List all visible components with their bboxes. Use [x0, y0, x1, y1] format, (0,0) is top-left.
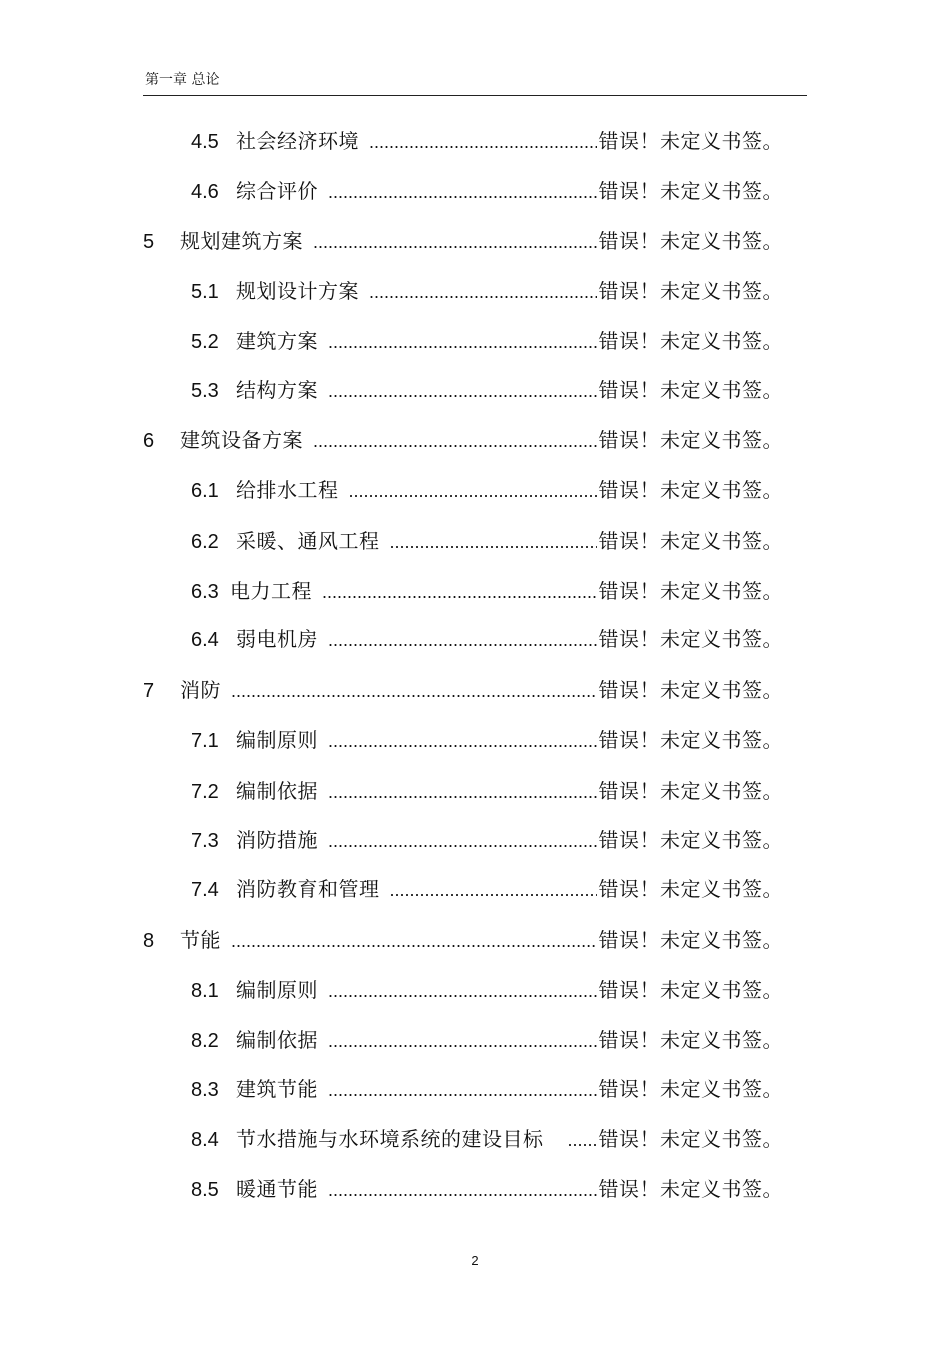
- toc-entry-title: 节能: [180, 928, 221, 952]
- toc-entry-title: 建筑方案: [236, 329, 318, 353]
- toc-entry-number: 8.5: [191, 1179, 219, 1201]
- toc-entry-number: 7.4: [191, 879, 219, 901]
- toc-dot-leader: [390, 875, 597, 905]
- toc-entry-number: 7.1: [191, 730, 219, 752]
- toc-entry-number: 6.3: [191, 581, 219, 603]
- toc-dot-leader: [328, 777, 597, 807]
- toc-dot-leader: [328, 177, 597, 207]
- toc-dot-leader: [349, 476, 597, 506]
- toc-dot-leader: [328, 976, 597, 1006]
- toc-entry-reference: 错误！未定义书签。: [598, 627, 783, 651]
- toc-entry-number: 7.3: [191, 830, 219, 852]
- toc-entry-title: 社会经济环境: [236, 129, 359, 153]
- toc-entry-number: 7.2: [191, 781, 219, 803]
- toc-entry-number: 7: [143, 680, 155, 702]
- toc-entry-reference: 错误！未定义书签。: [598, 229, 783, 253]
- toc-entry-number: 5.2: [191, 331, 219, 353]
- toc-dot-leader: [390, 527, 597, 557]
- toc-entry-4-5[interactable]: [191, 126, 783, 156]
- toc-entry-number: 4.6: [191, 181, 219, 203]
- toc-entry-8-5[interactable]: [191, 1174, 783, 1204]
- toc-dot-leader: [369, 127, 597, 157]
- toc-entry-title: 编制原则: [236, 728, 318, 752]
- toc-entry-reference: 错误！未定义书签。: [598, 1177, 783, 1201]
- toc-entry-title: 消防措施: [236, 828, 318, 852]
- toc-entry-number: 5.1: [191, 281, 219, 303]
- toc-dot-leader: [231, 676, 597, 706]
- toc-entry-6-1[interactable]: [191, 475, 783, 505]
- toc-entry-title: 编制依据: [236, 779, 318, 803]
- toc-entry-title: 暖通节能: [236, 1177, 318, 1201]
- toc-entry-8-3[interactable]: [191, 1074, 783, 1104]
- toc-entry-reference: 错误！未定义书签。: [598, 779, 783, 803]
- toc-entry-5-2[interactable]: [191, 326, 783, 356]
- toc-entry-title: 采暖、通风工程: [236, 529, 380, 553]
- toc-entry-number: 6.4: [191, 629, 219, 651]
- toc-entry-6-4[interactable]: [191, 624, 783, 654]
- toc-dot-leader: [231, 926, 597, 956]
- toc-entry-title: 规划设计方案: [236, 279, 359, 303]
- toc-entry-reference: 错误！未定义书签。: [598, 877, 783, 901]
- toc-entry-title: 节水措施与水环境系统的建设目标: [236, 1127, 544, 1151]
- toc-dot-leader: [328, 1026, 597, 1056]
- toc-dot-leader: [369, 277, 597, 307]
- toc-entry-number: 5: [143, 231, 155, 253]
- toc-entry-7-2[interactable]: [191, 776, 783, 806]
- toc-entry-reference: 错误！未定义书签。: [598, 378, 783, 402]
- toc-entry-reference: 错误！未定义书签。: [598, 279, 783, 303]
- toc-dot-leader: [328, 726, 597, 756]
- toc-dot-leader: [328, 1175, 597, 1205]
- toc-entry-reference: 错误！未定义书签。: [598, 579, 783, 603]
- toc-entry-title: 消防: [180, 678, 221, 702]
- toc-entry-7[interactable]: [143, 675, 783, 705]
- toc-entry-number: 8.2: [191, 1030, 219, 1052]
- toc-entry-number: 6.2: [191, 531, 219, 553]
- toc-entry-number: 6.1: [191, 480, 219, 502]
- toc-entry-title: 消防教育和管理: [236, 877, 380, 901]
- toc-entry-5[interactable]: [143, 226, 783, 256]
- toc-entry-reference: 错误！未定义书签。: [598, 928, 783, 952]
- toc-dot-leader: [328, 376, 597, 406]
- toc-entry-reference: 错误！未定义书签。: [598, 428, 783, 452]
- toc-entry-6[interactable]: [143, 425, 783, 455]
- toc-entry-number: 6: [143, 430, 155, 452]
- toc-entry-title: 建筑设备方案: [180, 428, 303, 452]
- toc-entry-reference: 错误！未定义书签。: [598, 1077, 783, 1101]
- toc-dot-leader: [322, 577, 597, 607]
- toc-entry-8-4[interactable]: [191, 1124, 783, 1154]
- toc-entry-reference: 错误！未定义书签。: [598, 828, 783, 852]
- toc-entry-title: 给排水工程: [236, 478, 339, 502]
- toc-entry-reference: 错误！未定义书签。: [598, 978, 783, 1002]
- toc-entry-title: 规划建筑方案: [180, 229, 303, 253]
- toc-entry-reference: 错误！未定义书签。: [598, 529, 783, 553]
- chapter-heading: 第一章 总论: [145, 72, 220, 88]
- toc-entry-title: 编制原则: [236, 978, 318, 1002]
- toc-entry-number: 8.4: [191, 1129, 219, 1151]
- toc-entry-title: 建筑节能: [236, 1077, 318, 1101]
- toc-entry-number: 8.3: [191, 1079, 219, 1101]
- toc-entry-reference: 错误！未定义书签。: [598, 179, 783, 203]
- toc-dot-leader: [313, 227, 597, 257]
- toc-entry-8-2[interactable]: [191, 1025, 783, 1055]
- toc-dot-leader: [328, 625, 597, 655]
- toc-entry-7-1[interactable]: [191, 725, 783, 755]
- toc-entry-reference: 错误！未定义书签。: [598, 1127, 783, 1151]
- toc-entry-5-3[interactable]: [191, 375, 783, 405]
- toc-entry-title: 编制依据: [236, 1028, 318, 1052]
- toc-entry-reference: 错误！未定义书签。: [598, 478, 783, 502]
- toc-entry-title: 综合评价: [236, 179, 318, 203]
- toc-entry-reference: 错误！未定义书签。: [598, 678, 783, 702]
- toc-entry-5-1[interactable]: [191, 276, 783, 306]
- toc-dot-leader: [328, 1075, 597, 1105]
- toc-entry-6-2[interactable]: [191, 526, 783, 556]
- toc-entry-4-6[interactable]: [191, 176, 783, 206]
- toc-entry-8[interactable]: [143, 925, 783, 955]
- toc-entry-number: 8: [143, 930, 155, 952]
- toc-dot-leader: [568, 1125, 597, 1155]
- toc-entry-title: 弱电机房: [236, 627, 318, 651]
- toc-entry-reference: 错误！未定义书签。: [598, 728, 783, 752]
- toc-entry-8-1[interactable]: [191, 975, 783, 1005]
- toc-entry-number: 8.1: [191, 980, 219, 1002]
- toc-entry-reference: 错误！未定义书签。: [598, 129, 783, 153]
- toc-dot-leader: [328, 327, 597, 357]
- toc-dot-leader: [328, 826, 597, 856]
- toc-entry-7-3[interactable]: [191, 825, 783, 855]
- toc-entry-title: 结构方案: [236, 378, 318, 402]
- toc-entry-number: 5.3: [191, 380, 219, 402]
- toc-entry-reference: 错误！未定义书签。: [598, 329, 783, 353]
- toc-entry-6-3[interactable]: [191, 576, 783, 606]
- toc-entry-reference: 错误！未定义书签。: [598, 1028, 783, 1052]
- toc-entry-7-4[interactable]: [191, 874, 783, 904]
- toc-dot-leader: [313, 426, 597, 456]
- page-number: 2: [471, 1253, 479, 1268]
- toc-entry-title: 电力工程: [230, 579, 312, 603]
- toc-entry-number: 4.5: [191, 131, 219, 153]
